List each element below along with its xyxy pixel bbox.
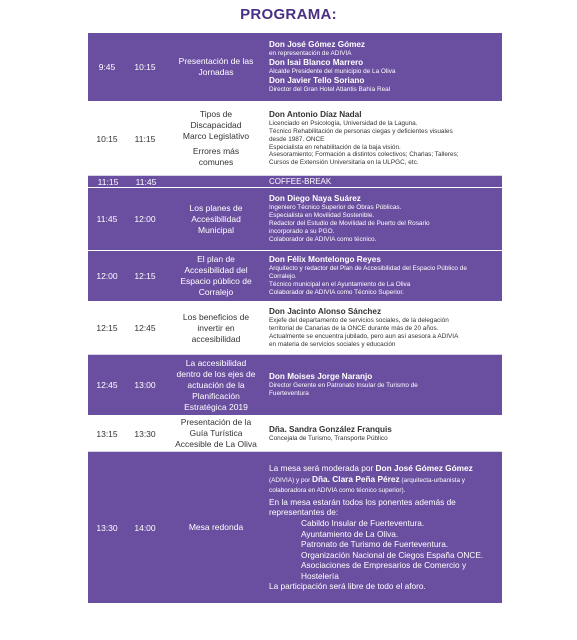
program-row bbox=[88, 355, 502, 416]
program-row bbox=[88, 188, 502, 251]
start-time: 12:15 bbox=[96, 323, 118, 333]
entity-item: Asociaciones de Empresarios de Comercio y bbox=[301, 560, 467, 571]
speakers: Dña. Sandra González Franquis Concejala de Turismo, Transporte Público bbox=[269, 424, 392, 442]
closing-note: La participación será libre de todo el aforo. bbox=[269, 581, 426, 592]
moderator-name: Don José Gómez Gómez bbox=[375, 462, 473, 473]
speakers: Don Antonio Díaz Nadal Licenciado en Psicología, Universidad de la Laguna. Técnico Rehabilitación de personas ciegas y deficientes visuales desde 1987. ONCE Especialista en rehabilitación de la baja visión. Asesoramiento; Formación a distintos colectivos; Charlas; Talleres; Cursos de Extensión Universitaria en la ULPGC, etc. bbox=[269, 109, 459, 167]
end-time: 13:30 bbox=[134, 428, 156, 439]
entity-item: Ayuntamiento de La Oliva. bbox=[301, 528, 399, 539]
end-time: 12:45 bbox=[134, 323, 156, 333]
speakers: Don Moises Jorge Naranjo Director Gerente en Patronato Insular de Turismo de Fuerteventura bbox=[269, 372, 418, 397]
program-row bbox=[88, 251, 502, 302]
speakers: Don Jacinto Alonso Sánchez Exjefe del departamento de servicios sociales, de la delegación territorial de Canarias de la ONCE durante más de 20 años. Actualmente se encuentra jubilado, pero aun así asesora a ADIVIA en materia de servicios sociales y educación bbox=[269, 307, 459, 348]
start-time: 11:15 bbox=[97, 176, 119, 187]
speaker-name: Don Jacinto Alonso Sánchez bbox=[269, 307, 382, 317]
start-time: 9:45 bbox=[98, 62, 116, 72]
program-row bbox=[88, 33, 502, 102]
end-time: 13:00 bbox=[134, 380, 156, 390]
coffee-break-label: COFFEE-BREAK bbox=[269, 177, 332, 186]
session-topic: Los planes de Accesibilidad Municipal bbox=[189, 202, 243, 235]
page-title: PROGRAMA: bbox=[240, 6, 337, 23]
speakers: Don José Gómez Gómez en representación de ADIVIA Don Isai Blanco Marrero Alcalde Presidente del municipio de La Oliva Don Javier Tello Soriano Director del Gran Hotel Atlantis Bahía Real bbox=[269, 40, 396, 93]
speaker-name: Don Antonio Díaz Nadal bbox=[269, 109, 362, 119]
end-time: 11:45 bbox=[135, 176, 157, 187]
session-topic: El plan de Accesibilidad del Espacio público de Corralejo bbox=[180, 254, 252, 297]
moderator-name: Dña. Clara Peña Pérez bbox=[311, 473, 400, 484]
entity-item: Organización Nacional de Ciegos España ONCE. bbox=[301, 549, 484, 560]
speaker-name: Dña. Sandra González Franquis bbox=[269, 424, 392, 434]
program-table bbox=[88, 33, 502, 604]
start-time: 11:45 bbox=[96, 214, 118, 224]
session-topic: Tipos de Discapacidad Marco Legislativo Errores más comunes bbox=[182, 109, 250, 167]
entity-item: Patronato de Turismo de Fuerteventura. bbox=[301, 539, 449, 550]
speaker-name: Don Isai Blanco Marrero bbox=[269, 58, 364, 68]
start-time: 10:15 bbox=[96, 133, 118, 144]
session-topic: Los beneficios de invertir en accesibilidad bbox=[182, 311, 250, 344]
coffee-break-row bbox=[88, 176, 502, 188]
speakers: Don Félix Montelongo Reyes Arquitecto y redactor del Plan de Accesibilidad del Espacio Público de Corralejo. Técnico municipal en el Ayuntamiento de La Oliva Colaborador de ADIVIA como Técnico Superior. bbox=[269, 255, 467, 296]
end-time: 12:15 bbox=[134, 271, 156, 281]
start-time: 13:15 bbox=[96, 428, 118, 439]
start-time: 12:00 bbox=[96, 271, 118, 281]
start-time: 13:30 bbox=[96, 522, 118, 533]
end-time: 11:15 bbox=[134, 133, 156, 144]
speaker-name: Don Moises Jorge Naranjo bbox=[269, 372, 373, 382]
end-time: 14:00 bbox=[134, 522, 156, 533]
speaker-name: Don Diego Naya Suárez bbox=[269, 194, 361, 204]
session-topic: Presentación de las Jornadas bbox=[178, 56, 254, 77]
program-row bbox=[88, 416, 502, 452]
program-row bbox=[88, 302, 502, 355]
speaker-name: Don Félix Montelongo Reyes bbox=[269, 255, 381, 265]
speakers: Don Diego Naya Suárez Ingeniero Técnico Superior de Obras Públicas. Especialista en Movilidad Sostenible. Redactor del Estudio de Movilidad de Puerto del Rosario incorporado a su PGO. Colaborador de ADIVIA como técnico. bbox=[269, 194, 430, 243]
end-time: 12:00 bbox=[134, 214, 156, 224]
speaker-name: Don Javier Tello Soriano bbox=[269, 75, 365, 85]
session-topic: La accesibilidad dentro de los ejes de actuación de la Planificación Estratégica 2019 bbox=[176, 357, 256, 412]
entity-item: Cabildo Insular de Fuerteventura. bbox=[301, 517, 425, 528]
program-row bbox=[88, 102, 502, 176]
program-row bbox=[88, 452, 502, 604]
session-topic: Mesa redonda bbox=[188, 522, 244, 532]
round-table-description: La mesa será moderada por Don José Gómez Gómez (ADIVIA) y por Dña. Clara Peña Pérez (arquitecta-urbanista y colaboradora en ADIVIA como técnico superior). En la mesa estarán todos los ponentes además de representantes de: Cabildo Insular de Fuerteventura. Ayuntamiento de La Oliva. Patronato de Turismo de Fuerteventura. Organización Nacional de Ciegos España ONCE. Asociaciones de Empresarios de Comercio y Hostelería La participación será libre de todo el aforo. bbox=[269, 462, 484, 592]
start-time: 12:45 bbox=[96, 380, 118, 390]
end-time: 10:15 bbox=[134, 62, 156, 72]
entity-item: Hostelería bbox=[301, 570, 339, 581]
session-topic: Presentación de la Guía Turística Accesible de La Oliva bbox=[175, 417, 257, 449]
speaker-name: Don José Gómez Gómez bbox=[269, 40, 365, 50]
